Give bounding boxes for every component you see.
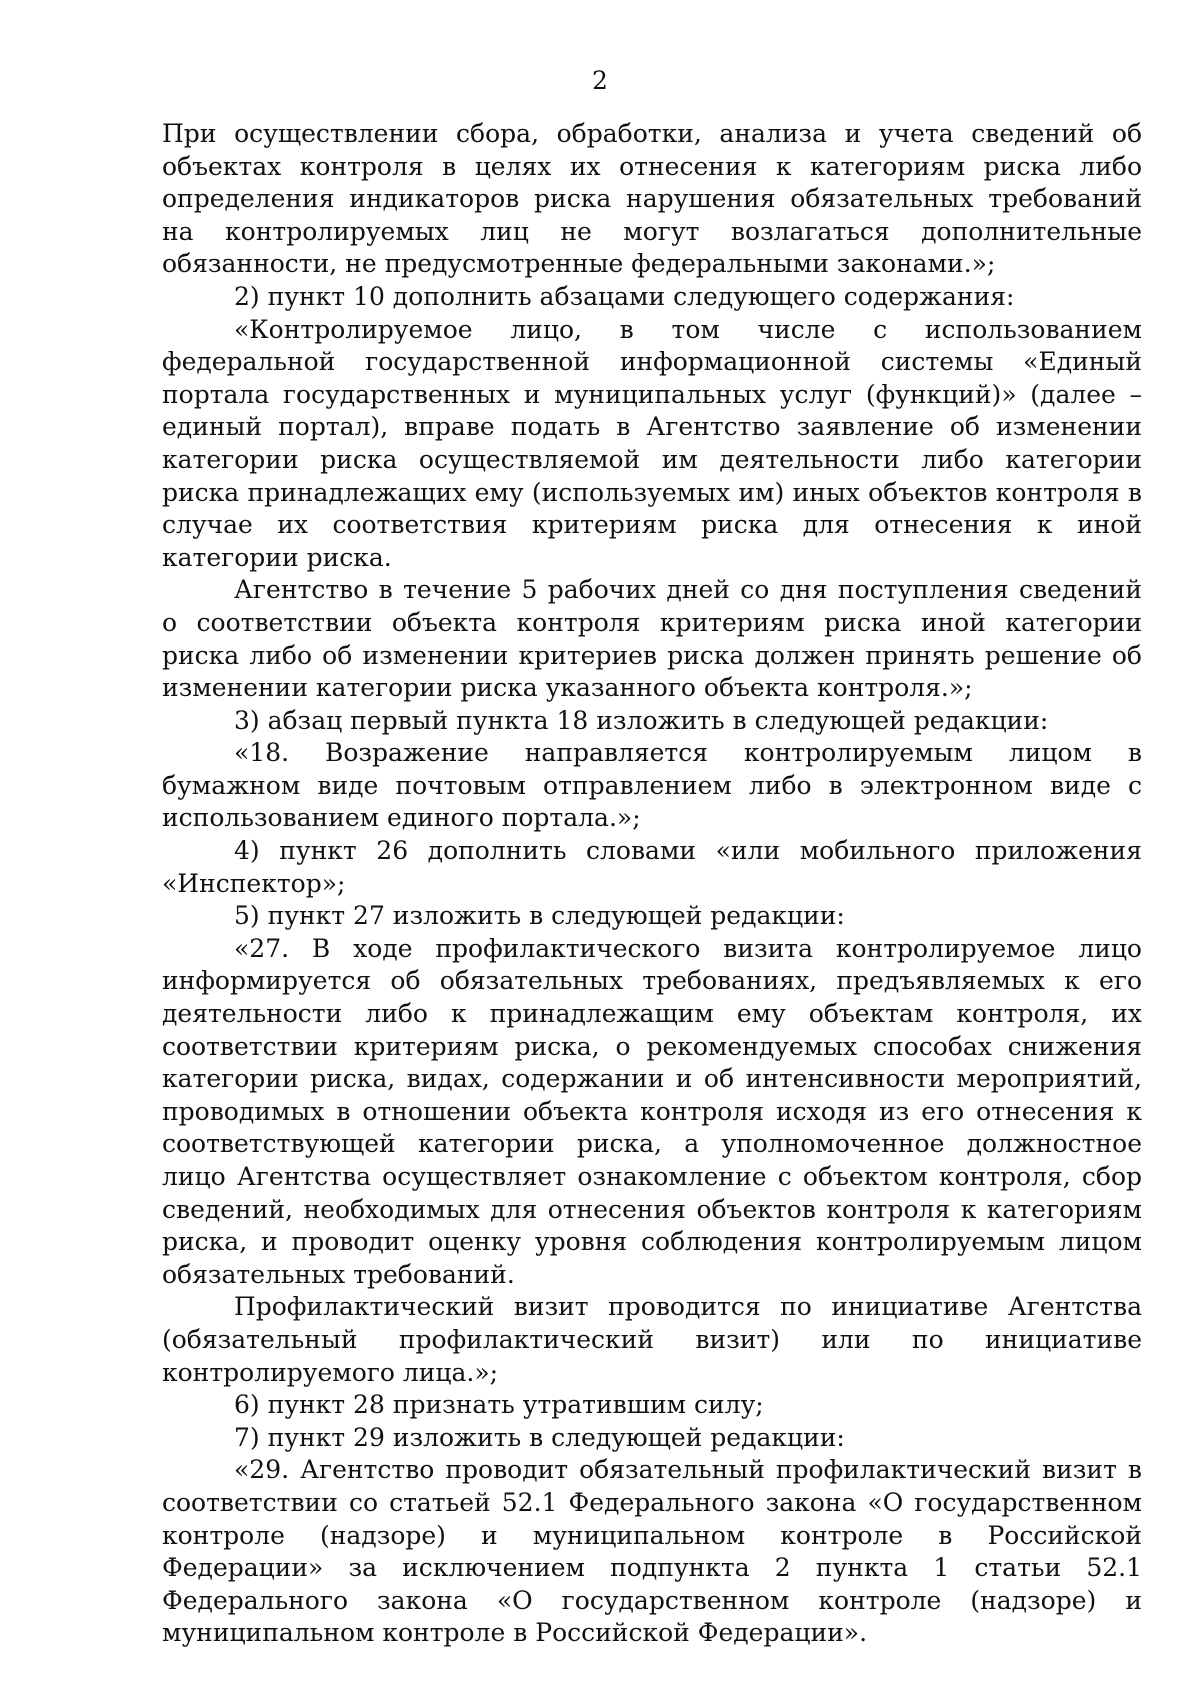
paragraph-3: «Контролируемое лицо, в том числе с использованием федеральной государственной информационной системы «Единый портала государственных и муниципальных услуг (функций)» (далее – единый портал), вправе подать в Агентство заявление об изменении категории риска осуществляемой им деятельности либо категории риска принадлежащих ему (используемых им) иных объектов контроля в случае их соответствия критериям риска для отнесения к иной категории риска. [162,314,1142,572]
paragraph-11: 6) пункт 28 признать утратившим силу; [234,1390,764,1420]
paragraph-1: При осуществлении сбора, обработки, анализа и учета сведений об объектах контроля в целях их отнесения к категориям риска либо определения индикаторов риска нарушения обязательных требований на контролируемых лиц не могут возлагаться дополнительные обязанности, не предусмотренные федеральными законами.»; [162,119,1142,279]
paragraph-12: 7) пункт 29 изложить в следующей редакции: [234,1422,845,1452]
paragraph-4: Агентство в течение 5 рабочих дней со дня поступления сведений о соответствии объекта контроля критериям риска иной категории риска либо об изменении критериев риска должен принять решение об изменении категории риска указанного объекта контроля.»; [162,575,1142,703]
paragraph-6: «18. Возражение направляется контролируемым лицом в бумажном виде почтовым отправлением либо в электронном виде с использованием единого портала.»; [162,738,1142,833]
paragraph-5: 3) абзац первый пункта 18 изложить в следующей редакции: [234,705,1049,735]
paragraph-8: 5) пункт 27 изложить в следующей редакции: [234,901,845,931]
page-number: 2 [592,66,608,95]
document-body [162,118,1142,1650]
paragraph-2: 2) пункт 10 дополнить абзацами следующего содержания: [234,281,1015,311]
paragraph-9: «27. В ходе профилактического визита контролируемое лицо информируется об обязательных требованиях, предъявляемых к его деятельности либо к принадлежащим ему объектам контроля, их соответствии критериям риска, о рекомендуемых способах снижения категории риска, видах, содержании и об интенсивности мероприятий, проводимых в отношении объекта контроля исходя из его отнесения к соответствующей категории риска, а уполномоченное должностное лицо Агентства осуществляет ознакомление с объектом контроля, сбор сведений, необходимых для отнесения объектов контроля к категориям риска, и проводит оценку уровня соблюдения контролируемым лицом обязательных требований. [162,933,1142,1289]
paragraph-13: «29. Агентство проводит обязательный профилактический визит в соответствии со статьей 52.1 Федерального закона «О государственном контроле (надзоре) и муниципальном контроле в Российской Федерации» за исключением подпункта 2 пункта 1 статьи 52.1 Федерального закона «О государственном контроле (надзоре) и муниципальном контроле в Российской Федерации». [162,1455,1142,1648]
paragraph-10: Профилактический визит проводится по инициативе Агентства (обязательный профилактический визит) или по инициативе контролируемого лица.»; [162,1292,1142,1387]
paragraph-7: 4) пункт 26 дополнить словами «или мобильного приложения «Инспектор»; [162,836,1142,898]
